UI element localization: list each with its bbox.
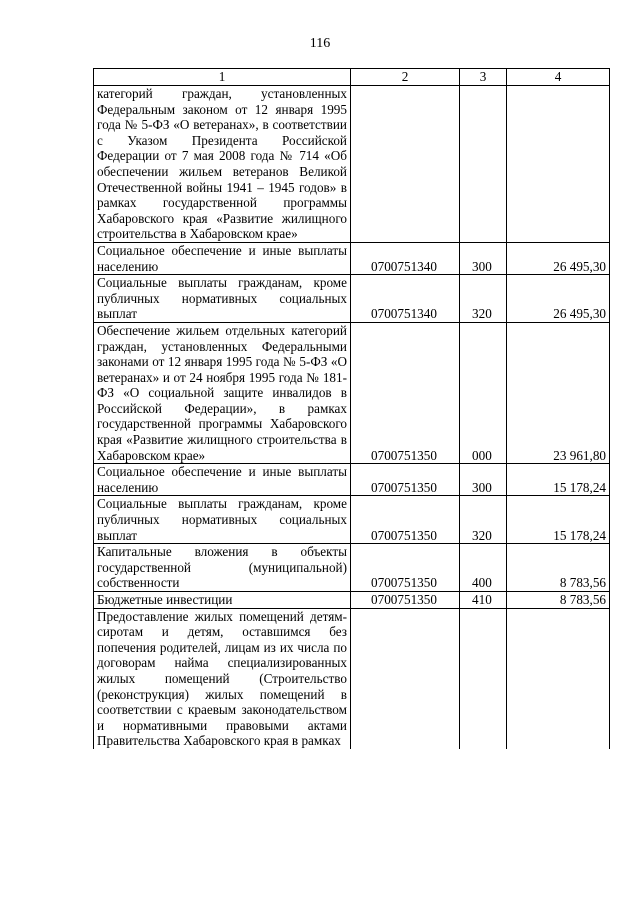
expense-type-code: 000 bbox=[460, 322, 507, 463]
target-article-code: 0700751340 bbox=[351, 242, 460, 274]
amount: 15 178,24 bbox=[507, 496, 610, 544]
amount: 8 783,56 bbox=[507, 544, 610, 592]
column-header: 4 bbox=[507, 69, 610, 86]
target-article-code: 0700751350 bbox=[351, 592, 460, 609]
table-row bbox=[94, 608, 610, 749]
expense-type-code: 320 bbox=[460, 275, 507, 323]
row-description: Капитальные вложения в объекты государственной (муниципальной) собственности bbox=[94, 544, 351, 592]
column-header: 1 bbox=[94, 69, 351, 86]
target-article-code: 0700751340 bbox=[351, 275, 460, 323]
row-description: Предоставление жилых помещений детям-сиротам и детям, оставшимся без попечения родителей, лицам из их числа по договорам найма специализированных жилых помещений (Строительство (реконструкция) жилых помещений в соответствии с краевым законодательством и нормативными правовыми актами Правительства Хабаровского края в рамках bbox=[94, 608, 351, 749]
expense-type-code: 410 bbox=[460, 592, 507, 609]
amount: 15 178,24 bbox=[507, 464, 610, 496]
target-article-code bbox=[351, 608, 460, 749]
amount: 23 961,80 bbox=[507, 322, 610, 463]
table-row bbox=[94, 242, 610, 274]
row-description: категорий граждан, установленных Федеральным законом от 12 января 1995 года № 5-ФЗ «О ветеранах», в соответствии с Указом Президента Российской Федерации от 7 мая 2008 года № 714 «Об обеспечении жильем ветеранов Великой Отечественной войны 1941 – 1945 годов» в рамках государственной программы Хабаровского края «Развитие жилищного строительства в Хабаровском крае» bbox=[94, 86, 351, 243]
target-article-code: 0700751350 bbox=[351, 544, 460, 592]
table-row bbox=[94, 275, 610, 323]
amount bbox=[507, 608, 610, 749]
expense-type-code: 300 bbox=[460, 242, 507, 274]
target-article-code bbox=[351, 86, 460, 243]
table-header-row bbox=[94, 69, 610, 86]
table-row bbox=[94, 592, 610, 609]
row-description: Социальные выплаты гражданам, кроме публичных нормативных социальных выплат bbox=[94, 496, 351, 544]
amount bbox=[507, 86, 610, 243]
expense-type-code: 320 bbox=[460, 496, 507, 544]
expense-type-code: 400 bbox=[460, 544, 507, 592]
expense-type-code bbox=[460, 86, 507, 243]
amount: 26 495,30 bbox=[507, 242, 610, 274]
expense-type-code bbox=[460, 608, 507, 749]
page-number: 116 bbox=[309, 36, 331, 51]
row-description: Социальные выплаты гражданам, кроме публичных нормативных социальных выплат bbox=[94, 275, 351, 323]
column-header: 3 bbox=[460, 69, 507, 86]
row-description: Бюджетные инвестиции bbox=[94, 592, 351, 609]
expense-type-code: 300 bbox=[460, 464, 507, 496]
row-description: Социальное обеспечение и иные выплаты населению bbox=[94, 242, 351, 274]
row-description: Социальное обеспечение и иные выплаты населению bbox=[94, 464, 351, 496]
table-row bbox=[94, 86, 610, 243]
row-description: Обеспечение жильем отдельных категорий граждан, установленных Федеральными законами от 12 января 1995 года № 5-ФЗ «О ветеранах» и от 24 ноября 1995 года № 181-ФЗ «О социальной защите инвалидов в Российской Федерации», в рамках государственной программы Хабаровского края «Развитие жилищного строительства в Хабаровском крае» bbox=[94, 322, 351, 463]
amount: 8 783,56 bbox=[507, 592, 610, 609]
target-article-code: 0700751350 bbox=[351, 464, 460, 496]
target-article-code: 0700751350 bbox=[351, 322, 460, 463]
target-article-code: 0700751350 bbox=[351, 496, 460, 544]
table-row bbox=[94, 544, 610, 592]
table-row bbox=[94, 496, 610, 544]
amount: 26 495,30 bbox=[507, 275, 610, 323]
table-row bbox=[94, 464, 610, 496]
table-row bbox=[94, 322, 610, 463]
budget-table bbox=[93, 68, 610, 749]
column-header: 2 bbox=[351, 69, 460, 86]
